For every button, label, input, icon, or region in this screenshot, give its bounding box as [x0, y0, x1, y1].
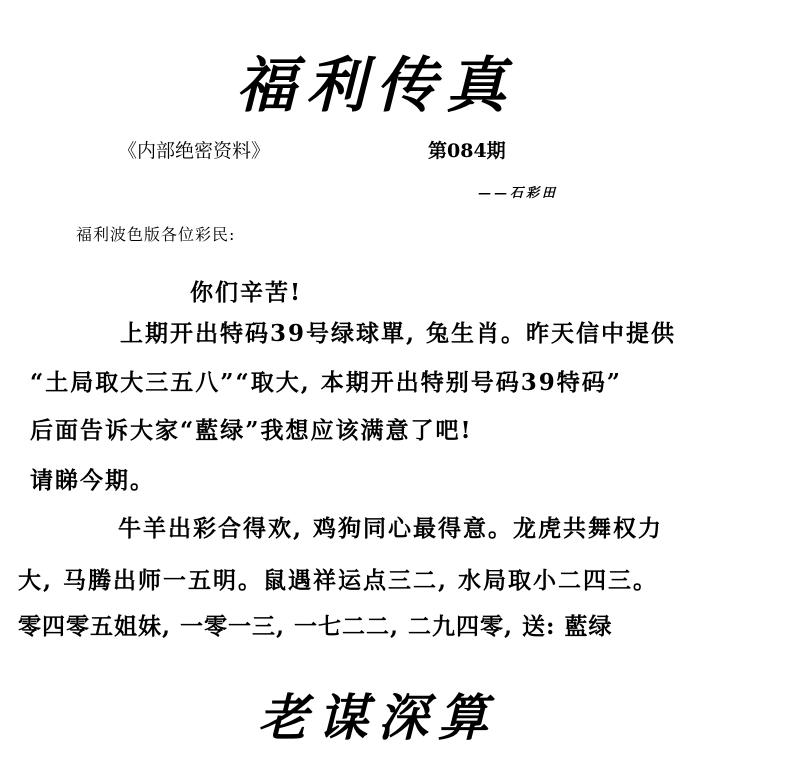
body-line-4: 后面告诉大家“藍绿”我想应该满意了吧! [30, 417, 473, 444]
author-signature: ——石彩田 [478, 186, 559, 201]
body-line-1: 你们辛苦! [190, 279, 303, 306]
body-line-7: 大, 马腾出师一五明。鼠遇祥运点三二, 水局取小二四三。 [18, 567, 659, 594]
issue-number: 第084期 [428, 140, 506, 162]
body-line-8: 零四零五姐妹, 一零一三, 一七二二, 二九四零, 送: 藍绿 [18, 613, 613, 640]
footer-title: 老谋深算 [258, 688, 498, 747]
body-line-5: 请睇今期。 [30, 467, 155, 494]
document-subtitle: 《内部绝密资料》 [118, 140, 271, 162]
greeting-line: 福利波色版各位彩民: [76, 225, 236, 244]
page-title: 福利传真 [236, 51, 516, 121]
body-line-2: 上期开出特码39号绿球單, 兔生肖。昨天信中提供 [120, 320, 677, 347]
body-line-3: “土局取大三五八”“取大, 本期开出特别号码39特码” [30, 369, 622, 396]
body-line-6: 牛羊出彩合得欢, 鸡狗同心最得意。龙虎共舞权力 [118, 515, 664, 542]
